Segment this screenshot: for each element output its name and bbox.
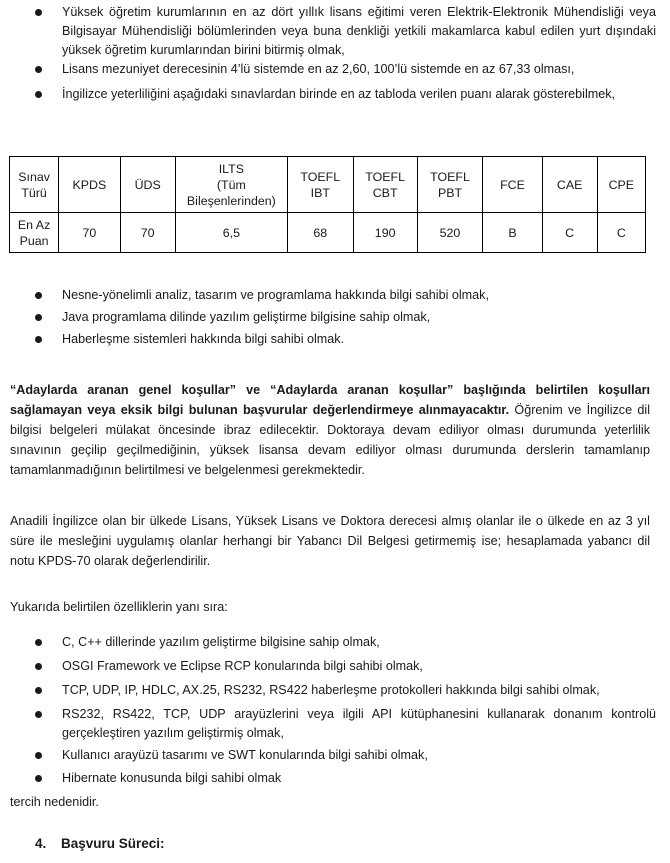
section-heading [35,834,165,853]
bullet-icon [35,711,42,718]
list-item [0,85,670,104]
table-cell: 68 [287,213,353,253]
list-item-text: İngilizce yeterliliğini aşağıdaki sınavlardan birinde en az tabloda verilen puanı alarak gösterebilmek, [62,87,616,101]
list-item [0,3,670,60]
list-item-text: Haberleşme sistemleri hakkında bilgi sahibi olmak. [62,332,345,346]
bullet-icon [35,91,42,98]
preferred-skills-list [0,633,670,788]
list-item [0,60,670,85]
bullet-icon [35,639,42,646]
list-item [0,286,670,308]
list-item [0,633,670,657]
list-item-text: RS232, RS422, TCP, UDP arayüzlerini veya ilgili API kütüphanesini kullanarak donanım kontrolü gerçekleştiren yazılım geliştirmiş olmak, [62,707,656,740]
list-item-text: Java programlama dilinde yazılım geliştirme bilgisine sahip olmak, [62,310,431,324]
list-item [0,308,670,330]
table-cell: 6,5 [175,213,287,253]
table-cell: 190 [353,213,417,253]
notice-text: Öğrenim ve İngilizce dil bilgisi belgeleri mülakat öncesinde ibraz edilecektir. Doktoraya devam ediliyor olması durumunda yeterlilik sınavının geçilip geçilmediğinin, yüksek lisansa devam ediliyor olması durumunda derslerin tamamlanıp tamamlanmadığının belirtilmesi ve belgelenmesi gerekmektedir. [10,403,651,477]
list-item-text: Hibernate konusunda bilgi sahibi olmak [62,771,282,785]
table-cell: ILTS (Tüm Bileşenlerinden) [175,157,287,213]
table-cell: En Az Puan [10,213,59,253]
list-item-text: Lisans mezuniyet derecesinin 4’lü sistemde en az 2,60, 100’lü sistemde en az 67,33 olması, [62,62,575,76]
table-cell: CAE [542,157,597,213]
bullet-icon [35,687,42,694]
notice-bold-text: “Adaylarda aranan genel koşullar” ve “Adaylarda aranan koşullar” başlığında belirtilen koşulları sağlamayan veya eksik bilgi bulunan başvurular değerlendirmeye alınmayacaktır. [10,383,650,417]
table-cell: KPDS [59,157,120,213]
list-item [0,657,670,681]
table-cell: 520 [417,213,483,253]
table-cell: 70 [120,213,175,253]
requirements-top-list [0,3,670,104]
table-cell: ÜDS [120,157,175,213]
language-score-table [9,156,646,253]
requirements-mid-list [0,286,670,349]
table-cell: B [483,213,542,253]
list-item [0,330,670,349]
notice-paragraph [10,380,650,480]
table-cell: 70 [59,213,120,253]
bullet-icon [35,663,42,670]
bullet-icon [35,66,42,73]
table-cell: CPE [597,157,645,213]
table-row [10,213,646,253]
table-cell: TOEFL CBT [353,157,417,213]
list-item [0,705,670,746]
section-number: 4. [35,836,47,851]
list-item-text: Kullanıcı arayüzü tasarımı ve SWT konularında bilgi sahibi olmak, [62,748,428,762]
table-cell: C [542,213,597,253]
list-item-text: C, C++ dillerinde yazılım geliştirme bilgisine sahip olmak, [62,635,380,649]
preferred-tail: tercih nedenidir. [10,795,99,809]
table-cell: TOEFL PBT [417,157,483,213]
table-cell: FCE [483,157,542,213]
list-item-text: Nesne-yönelimli analiz, tasarım ve programlama hakkında bilgi sahibi olmak, [62,288,489,302]
bullet-icon [35,292,42,299]
list-item [0,746,670,769]
table-cell: Sınav Türü [10,157,59,213]
list-item-text: TCP, UDP, IP, HDLC, AX.25, RS232, RS422 haberleşme protokolleri hakkında bilgi sahibi olmak, [62,683,600,697]
table-header-row [10,157,646,213]
section-title: Başvuru Süreci: [61,836,165,851]
bullet-icon [35,336,42,343]
list-item-text: Yüksek öğretim kurumlarının en az dört yıllık lisans eğitimi veren Elektrik-Elektronik Mühendisliği veya Bilgisayar Mühendisliği bölümlerinden veya buna denkliği yetkili makamlarca kabul edilen yurt dışındaki yüksek öğretim kurumlarından birini bitirmiş olmak, [62,5,656,57]
native-speaker-note: Anadili İngilizce olan bir ülkede Lisans, Yüksek Lisans ve Doktora derecesi almış olanlar ile o ülkede en az 3 yıl süre ile mesleğini uygulamış olanlar herhangi bir Yabancı Dil Belgesi getirmemiş ise; hesaplamada yabancı dil notu KPDS-70 olarak değerlendirilir. [10,514,650,568]
table-cell: C [597,213,645,253]
additional-intro: Yukarıda belirtilen özelliklerin yanı sıra: [10,600,228,614]
list-item [0,681,670,705]
list-item [0,769,670,788]
bullet-icon [35,314,42,321]
bullet-icon [35,775,42,782]
list-item-text: OSGI Framework ve Eclipse RCP konularında bilgi sahibi olmak, [62,659,423,673]
table-cell: TOEFL IBT [287,157,353,213]
bullet-icon [35,752,42,759]
bullet-icon [35,9,42,16]
